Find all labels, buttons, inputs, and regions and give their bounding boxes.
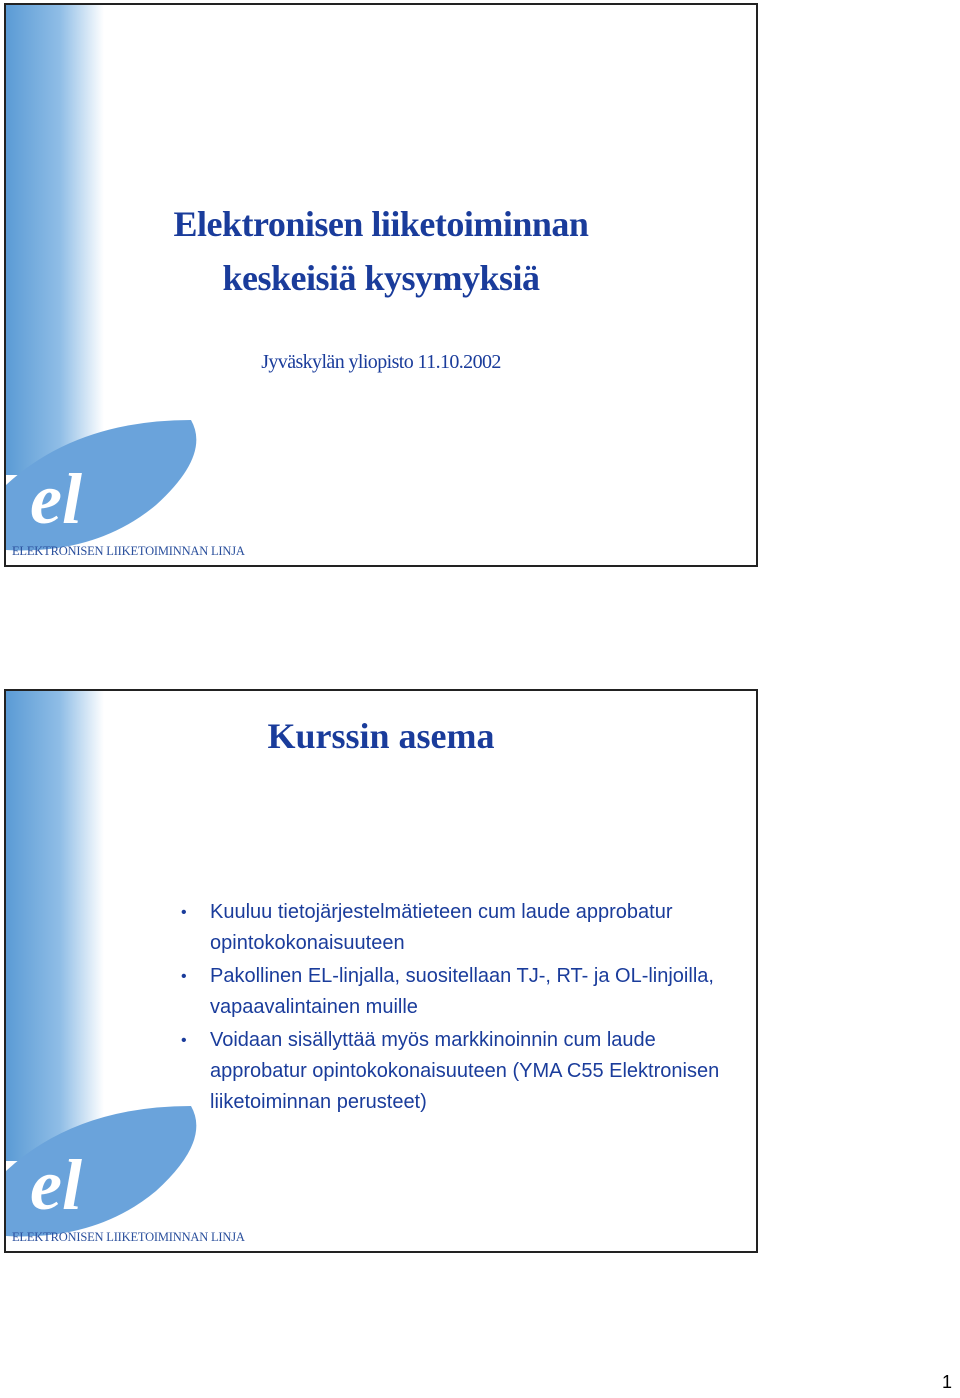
bullet-text: Kuuluu tietojärjestelmätieteen cum laude approbatur opintokokonaisuuteen bbox=[210, 901, 673, 954]
slide-subtitle: Jyväskylän yliopisto 11.10.2002 bbox=[261, 351, 501, 373]
bullet-icon: • bbox=[181, 1032, 187, 1049]
logo-caption: ELEKTRONISEN LIIKETOIMINNAN LINJA bbox=[12, 1230, 245, 1244]
bullet-icon: • bbox=[181, 968, 187, 985]
el-logo-icon bbox=[6, 1101, 326, 1251]
slide-title bbox=[6, 197, 756, 305]
page-number: 1 bbox=[941, 1372, 952, 1392]
logo-mark: el bbox=[30, 1145, 82, 1225]
el-logo-icon bbox=[6, 415, 326, 565]
logo-mark: el bbox=[30, 459, 82, 539]
side-bar bbox=[6, 691, 104, 1161]
slide-title-line-1: Elektronisen liiketoiminnan bbox=[173, 204, 589, 244]
bullet-text: Voidaan sisällyttää myös markkinoinnin cum laude approbatur opintokokonaisuuteen (YMA C55 Elektronisen liiketoiminnan perusteet) bbox=[210, 1029, 720, 1113]
slide-title-line-2: keskeisiä kysymyksiä bbox=[222, 258, 540, 298]
slide-2 bbox=[4, 689, 758, 1253]
bullet-icon: • bbox=[181, 904, 187, 921]
bullet-item bbox=[181, 1025, 741, 1118]
bullet-item bbox=[181, 961, 741, 1023]
bullet-text: Pakollinen EL-linjalla, suositellaan TJ-, RT- ja OL-linjoilla, vapaavalintainen muille bbox=[210, 965, 714, 1018]
slide-title: Kurssin asema bbox=[267, 716, 495, 756]
slide-1 bbox=[4, 3, 758, 567]
bullet-list bbox=[181, 897, 741, 1120]
bullet-item bbox=[181, 897, 741, 959]
logo-caption: ELEKTRONISEN LIIKETOIMINNAN LINJA bbox=[12, 544, 245, 558]
